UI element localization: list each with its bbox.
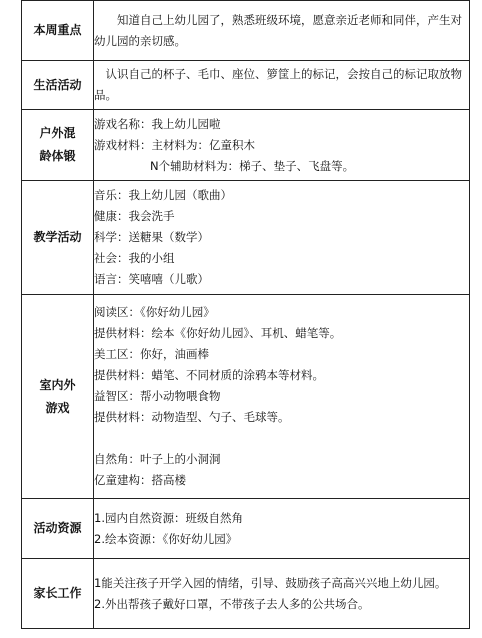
row-content-outdoor-exercise <box>94 110 470 181</box>
content-line: 社会：我的小组 <box>94 251 175 265</box>
table-row <box>22 295 470 499</box>
label-line: 游戏 <box>45 400 70 415</box>
table-row <box>22 1 470 61</box>
row-content-parent-work <box>94 559 470 629</box>
row-label-outdoor-exercise <box>22 110 94 181</box>
row-content-teaching <box>94 181 470 295</box>
content-line: 美工区：你好，油画棒 <box>94 347 209 361</box>
label-line: 户外混 <box>39 126 76 140</box>
table-row <box>22 61 470 110</box>
weekly-plan-table <box>21 0 470 629</box>
content-line: 1能关注孩子开学入园的情绪，引导、鼓励孩子高高兴兴地上幼儿园。 <box>94 575 447 590</box>
table-row <box>22 110 470 181</box>
label-line: 室内外 <box>39 377 76 392</box>
content-line: 阅读区：《你好幼儿园》 <box>94 305 215 319</box>
content-line: 语言：笑嘻嘻（儿歌） <box>94 272 209 286</box>
table-row <box>22 499 470 559</box>
row-label-teaching: 教学活动 <box>22 181 94 295</box>
table-row <box>22 181 470 295</box>
content-line: 自然角：叶子上的小洞洞 <box>94 452 221 466</box>
row-label-weekly-focus: 本周重点 <box>22 1 94 61</box>
row-label-indoor-outdoor-games <box>22 295 94 499</box>
content-line: 健康：我会洗手 <box>94 209 175 223</box>
row-label-resources: 活动资源 <box>22 499 94 559</box>
table-row <box>22 559 470 629</box>
content-line: 1.园内自然资源：班级自然角 <box>94 510 243 525</box>
row-label-daily-life: 生活活动 <box>22 61 94 110</box>
content-line: 2.绘本资源：《你好幼儿园》 <box>94 531 238 546</box>
blank-line <box>94 428 469 449</box>
content-line: 游戏名称：我上幼儿园啦 <box>94 116 221 131</box>
content-line: 亿童建构：搭高楼 <box>94 473 186 487</box>
content-line: 提供材料：绘本《你好幼儿园》、耳机、蜡笔等。 <box>94 326 342 340</box>
row-content-weekly-focus <box>94 1 470 61</box>
row-content-daily-life <box>94 61 470 110</box>
content-line: N个辅助材料为：梯子、垫子、飞盘等。 <box>150 158 355 173</box>
row-content-resources <box>94 499 470 559</box>
content-line: 益智区：帮小动物喂食物 <box>94 389 221 403</box>
content-line: 认识自己的杯子、毛巾、座位、箩筐上的标记，会按自己的标记取放物品。 <box>94 67 462 102</box>
row-label-parent-work: 家长工作 <box>22 559 94 629</box>
content-line: 2.外出帮孩子戴好口罩，不带孩子去人多的公共场合。 <box>94 596 370 611</box>
content-line: 知道自己上幼儿园了，熟悉班级环境，愿意亲近老师和同伴，产生对幼儿园的亲切感。 <box>94 12 462 48</box>
content-line: 游戏材料：主材料为：亿童积木 <box>94 137 255 152</box>
content-line: 提供材料：蜡笔、不同材质的涂鸦本等材料。 <box>94 368 324 382</box>
content-line: 音乐：我上幼儿园（歌曲） <box>94 188 232 202</box>
content-line: 提供材料：动物造型、勺子、毛球等。 <box>94 410 290 424</box>
content-line: 科学：送糖果（数学） <box>94 230 209 244</box>
row-content-indoor-outdoor-games <box>94 295 470 499</box>
label-line: 龄体锻 <box>39 149 76 163</box>
